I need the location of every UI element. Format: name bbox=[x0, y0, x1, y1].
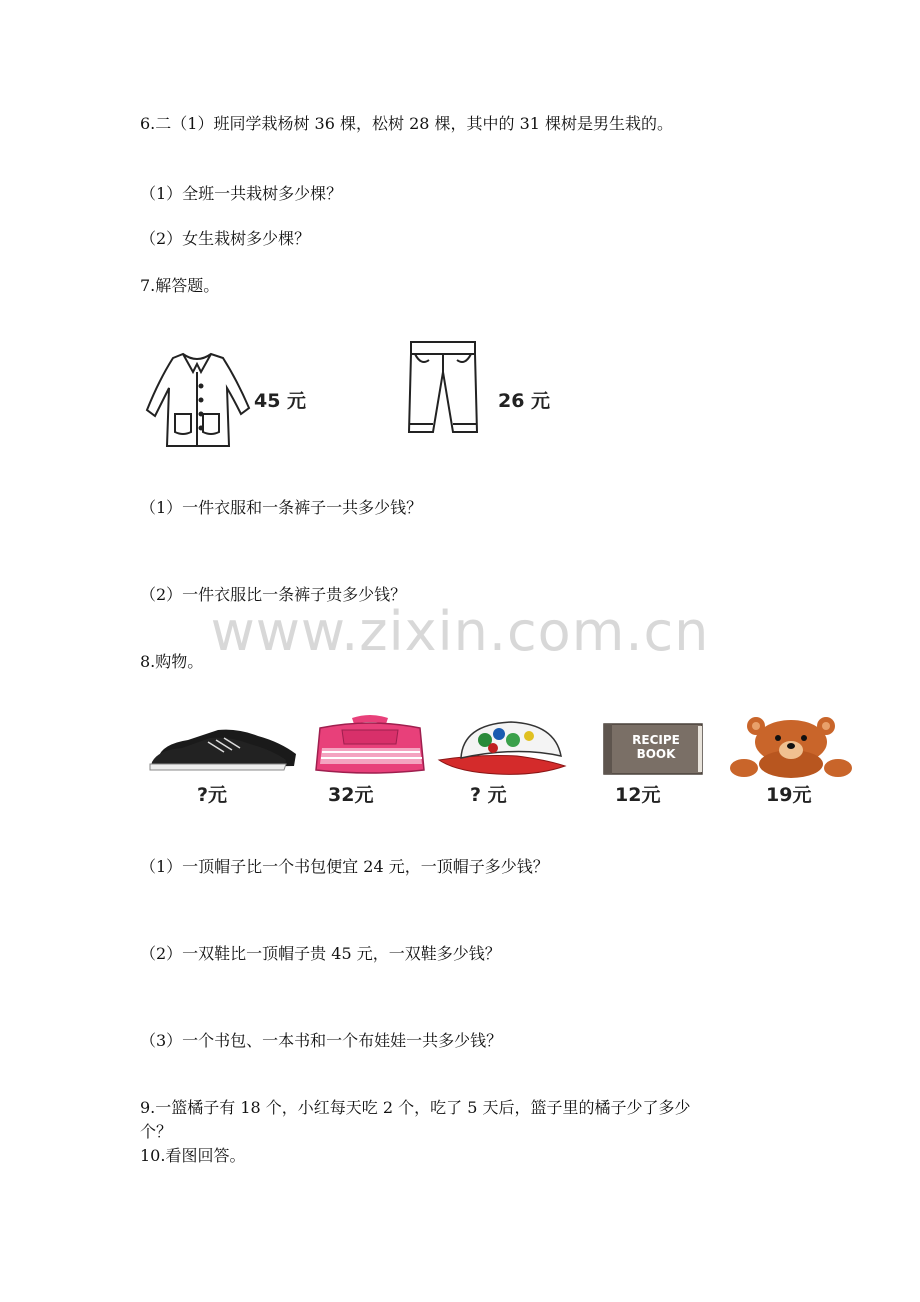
teddy-bear-image bbox=[730, 716, 852, 778]
q6-subquestion-1: （1）全班一共栽树多少棵？ bbox=[140, 184, 343, 203]
watermark-text: www.zixin.com.cn bbox=[210, 600, 710, 663]
teddy-bear-price: 19元 bbox=[766, 784, 812, 806]
q6-stem: 6.二（1）班同学栽杨树 36 棵，松树 28 棵，其中的 31 棵树是男生栽的。 bbox=[140, 114, 674, 133]
q10-stem: 10.看图回答。 bbox=[140, 1146, 246, 1165]
cap-image bbox=[437, 716, 569, 776]
pants-image bbox=[405, 338, 485, 448]
coat-price: 45 元 bbox=[254, 390, 307, 412]
pants-price: 26 元 bbox=[498, 390, 551, 412]
q7-subquestion-1: （1）一件衣服和一条裤子一共多少钱？ bbox=[140, 498, 423, 517]
book-price: 12元 bbox=[615, 784, 661, 806]
backpack-price: 32元 bbox=[328, 784, 374, 806]
coat-image bbox=[145, 350, 255, 450]
q9-stem-line-1: 9.一篮橘子有 18 个，小红每天吃 2 个，吃了 5 天后，篮子里的橘子少了多少 bbox=[140, 1098, 691, 1117]
book-cover-line-1: RECIPE bbox=[632, 733, 680, 747]
q7-stem: 7.解答题。 bbox=[140, 276, 220, 295]
shoes-price: ?元 bbox=[197, 784, 228, 806]
cap-price: ? 元 bbox=[470, 784, 507, 806]
q8-subquestion-3: （3）一个书包、一本书和一个布娃娃一共多少钱？ bbox=[140, 1031, 503, 1050]
book-cover-line-2: BOOK bbox=[636, 747, 676, 761]
book-image bbox=[602, 722, 704, 776]
q8-subquestion-2: （2）一双鞋比一顶帽子贵 45 元，一双鞋多少钱？ bbox=[140, 944, 501, 963]
q7-subquestion-2: （2）一件衣服比一条裤子贵多少钱？ bbox=[140, 585, 407, 604]
q8-stem: 8.购物。 bbox=[140, 652, 204, 671]
q9-stem-line-2: 个？ bbox=[140, 1122, 173, 1141]
backpack-image bbox=[312, 714, 427, 776]
q6-subquestion-2: （2）女生栽树多少棵？ bbox=[140, 229, 311, 248]
shoes-image bbox=[148, 722, 298, 772]
q8-subquestion-1: （1）一顶帽子比一个书包便宜 24 元，一顶帽子多少钱？ bbox=[140, 857, 549, 876]
